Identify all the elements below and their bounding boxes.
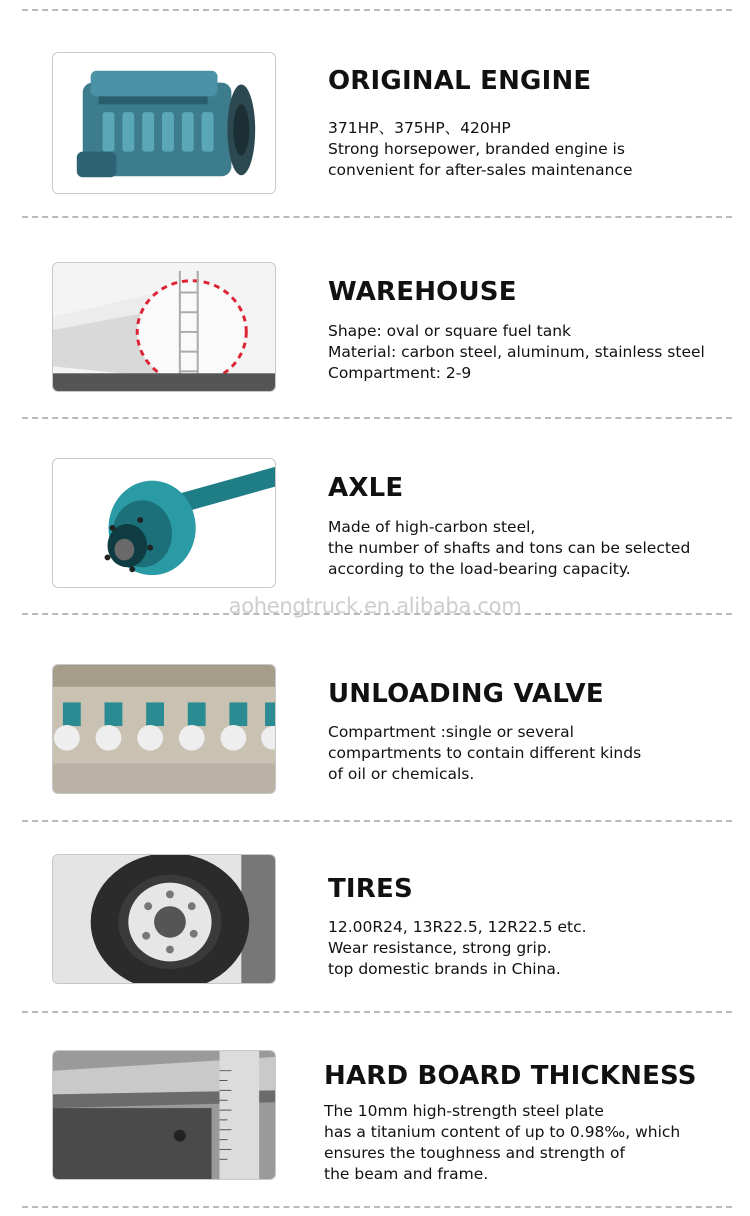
feature-description [328,517,690,580]
divider [22,9,732,11]
feature-description [328,722,641,785]
divider [22,1011,732,1013]
feature-title: UNLOADING VALVE [328,679,604,709]
description-line: Compartment :single or several [328,723,574,741]
divider [22,1206,732,1208]
description-line: The 10mm high-strength steel plate [324,1102,604,1120]
description-line: has a titanium content of up to 0.98‰, which [324,1123,681,1141]
description-line: the beam and frame. [324,1165,489,1183]
description-line: Compartment: 2-9 [328,364,472,382]
feature-description [324,1101,680,1185]
description-line: convenient for after-sales maintenance [328,161,633,179]
description-line: Strong horsepower, branded engine is [328,140,625,158]
axle-image-card [52,458,276,588]
valve-photo-icon [53,665,275,793]
steel-plate-photo-icon [53,1051,275,1179]
description-line: of oil or chemicals. [328,765,475,783]
divider [22,417,732,419]
description-line: ensures the toughness and strength of [324,1144,625,1162]
feature-title: ORIGINAL ENGINE [328,66,592,96]
steel-plate-image-card [52,1050,276,1180]
feature-title: HARD BOARD THICKNESS [324,1061,697,1091]
feature-title: WAREHOUSE [328,277,517,307]
axle-photo-icon [53,459,275,587]
valve-image-card [52,664,276,794]
feature-title: AXLE [328,473,404,503]
divider [22,820,732,822]
tire-photo-icon [53,855,275,983]
feature-description [328,118,633,181]
description-line: top domestic brands in China. [328,960,561,978]
tank-image-card [52,262,276,392]
feature-title: TIRES [328,874,413,904]
feature-description [328,321,705,384]
description-line: the number of shafts and tons can be selected [328,539,691,557]
description-line: Wear resistance, strong grip. [328,939,552,957]
tire-image-card [52,854,276,984]
description-line: according to the load-bearing capacity. [328,560,631,578]
description-line: compartments to contain different kinds [328,744,642,762]
divider [22,216,732,218]
description-line: Material: carbon steel, aluminum, stainless steel [328,343,705,361]
engine-image-card [52,52,276,194]
description-line: 371HP、375HP、420HP [328,119,511,137]
fuel-tank-photo-icon [53,263,275,391]
description-line: 12.00R24, 13R22.5, 12R22.5 etc. [328,918,587,936]
feature-description [328,917,587,980]
watermark: aohengtruck.en.alibaba.com [228,594,522,618]
description-line: Made of high-carbon steel, [328,518,536,536]
description-line: Shape: oval or square fuel tank [328,322,572,340]
engine-photo-icon [53,53,275,193]
